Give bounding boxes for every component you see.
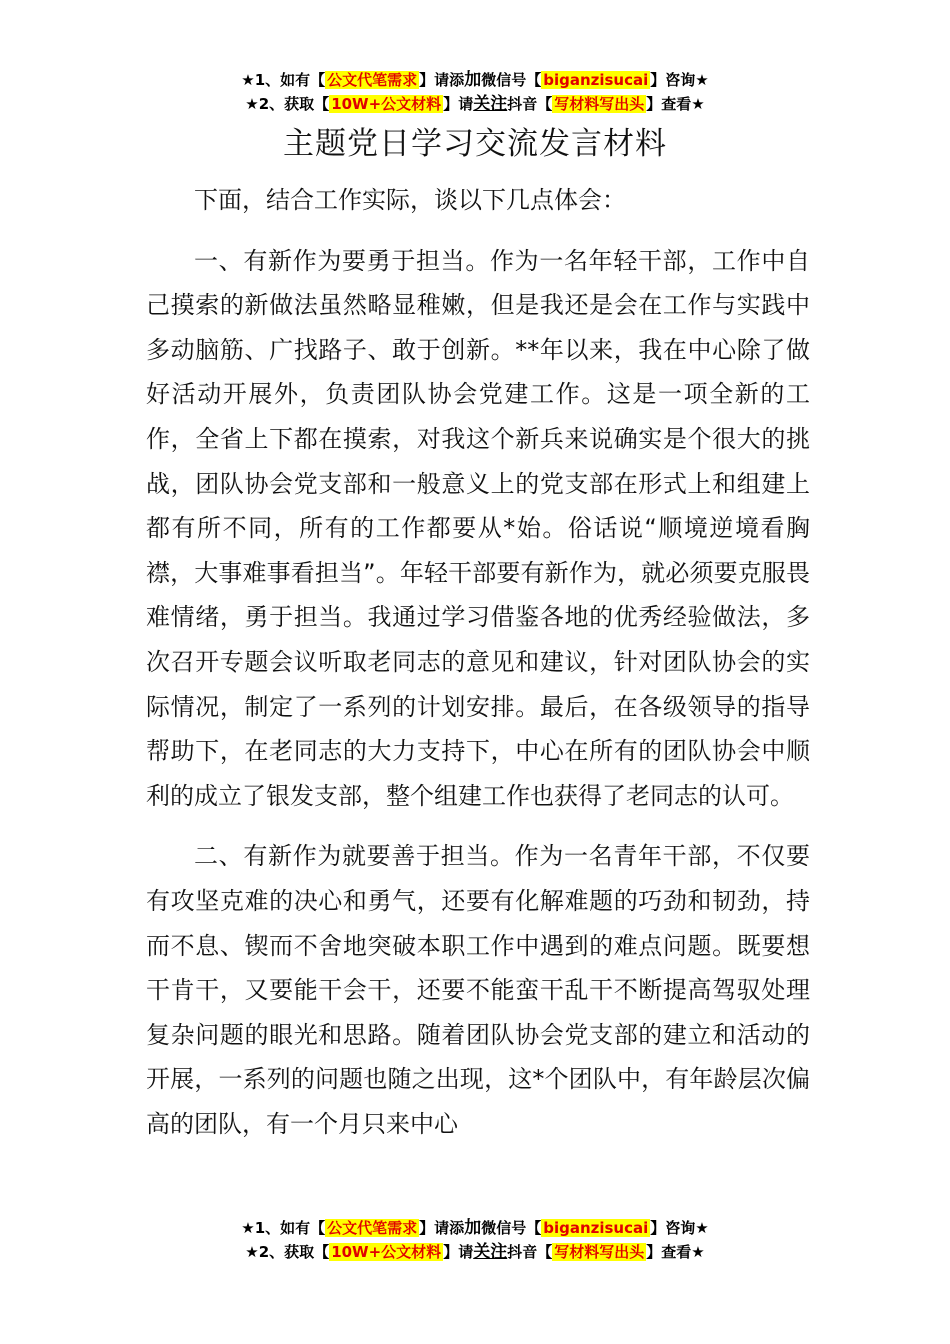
banner-text: 】咨询★	[650, 71, 709, 89]
highlight-text: 10W+公文材料	[331, 95, 442, 113]
banner-text: ★1、如有【	[241, 71, 326, 89]
highlight-text: 公文代笔需求	[327, 71, 418, 89]
paragraph-section-2: 二、有新作为就要善于担当。作为一名青年干部，不仅要有攻坚克难的决心和勇气，还要有化解难题的巧劲和韧劲，持而不息、锲而不舍地突破本职工作中遇到的难点问题。既要想干肯干，又要能干会干，还要不能蛮干乱干不断提高驾驭处理复杂问题的眼光和思路。随着团队协会党支部的建立和活动的开展，一系列的问题也随之出现，这*个团队中，有年龄层次偏高的团队，有一个月只来中心	[146, 842, 810, 1138]
banner-text: 】查看★	[646, 1243, 705, 1261]
banner-text: ★1、如有【	[241, 1219, 326, 1237]
banner-text: 抖音【	[507, 1243, 553, 1261]
banner-text: 】请添	[419, 1219, 465, 1237]
banner-line-1	[0, 68, 950, 92]
header-banner	[0, 68, 950, 116]
banner-text: ★2、获取【	[245, 95, 330, 113]
banner-text: 微信号【	[481, 71, 542, 89]
banner-text: 】请	[443, 95, 474, 113]
document-body	[146, 178, 810, 1146]
douyin-account: 写材料写出头	[554, 1243, 645, 1261]
banner-text: 】请	[443, 1243, 474, 1261]
banner-emphasis: 关注	[473, 1242, 508, 1262]
paragraph-section-1: 一、有新作为要勇于担当。作为一名年轻干部，工作中自己摸索的新做法虽然略显稚嫩，但是我还是会在工作与实践中多动脑筋、广找路子、敢于创新。**年以来，我在中心除了做好活动开展外，负责团队协会党建工作。这是一项全新的工作，全省上下都在摸索，对我这个新兵来说确实是个很大的挑战，团队协会党支部和一般意义上的党支部在形式上和组建上都有所不同，所有的工作都要从*始。俗话说“顺境逆境看胸襟，大事难事看担当”。年轻干部要有新作为，就必须要克服畏难情绪，勇于担当。我通过学习借鉴各地的优秀经验做法，多次召开专题会议听取老同志的意见和建议，针对团队协会的实际情况，制定了一系列的计划安排。最后，在各级领导的指导帮助下，在老同志的大力支持下，中心在所有的团队协会中顺利的成立了银发支部，整个组建工作也获得了老同志的认可。	[146, 246, 810, 810]
banner-line-1	[0, 1216, 950, 1240]
banner-line-2	[0, 1240, 950, 1264]
banner-emphasis: 关注	[473, 94, 508, 114]
wechat-id: biganzisucai	[543, 1219, 649, 1237]
banner-text: 】咨询★	[650, 1219, 709, 1237]
banner-text: 】查看★	[646, 95, 705, 113]
highlight-text: 10W+公文材料	[331, 1243, 442, 1261]
paragraph-intro: 下面，结合工作实际，谈以下几点体会：	[194, 186, 626, 214]
banner-text: 】请添	[419, 71, 465, 89]
document-title: 主题党日学习交流发言材料	[283, 126, 667, 162]
wechat-id: biganzisucai	[543, 71, 649, 89]
banner-text: 抖音【	[507, 95, 553, 113]
footer-banner	[0, 1216, 950, 1264]
banner-text: ★2、获取【	[245, 1243, 330, 1261]
douyin-account: 写材料写出头	[554, 95, 645, 113]
banner-text: 微信号【	[481, 1219, 542, 1237]
banner-emphasis: 加	[464, 70, 482, 90]
highlight-text: 公文代笔需求	[327, 1219, 418, 1237]
banner-emphasis: 加	[464, 1218, 482, 1238]
banner-line-2	[0, 92, 950, 116]
